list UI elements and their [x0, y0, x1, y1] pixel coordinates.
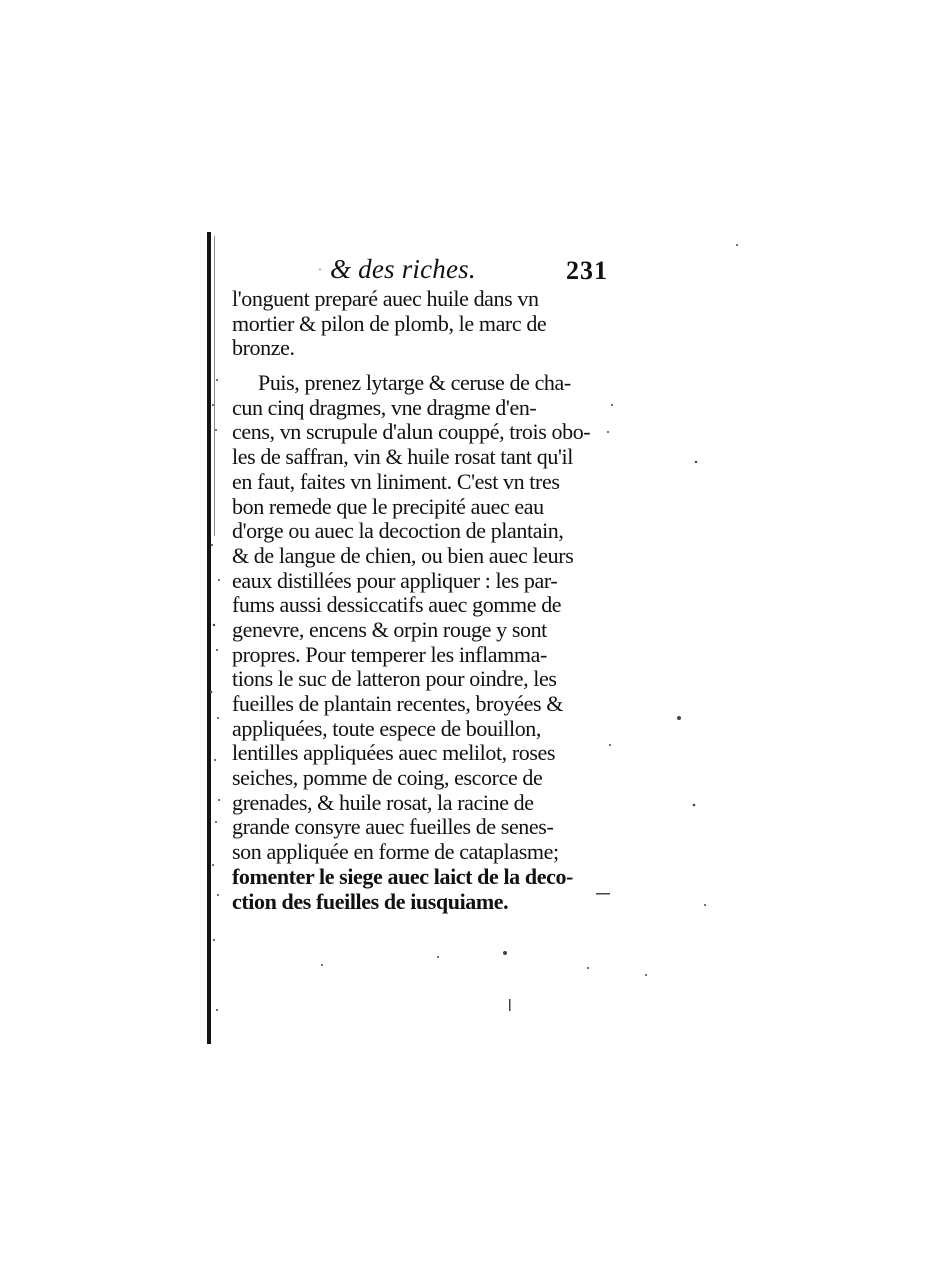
text-line: seiches, pomme de coing, escorce de — [232, 765, 543, 791]
text-line: appliquées, toute espece de bouillon, — [232, 715, 541, 741]
text-line: & de langue de chien, ou bien auec leurs — [232, 542, 574, 568]
text-line: mortier & pilon de plomb, le marc de — [232, 310, 547, 336]
running-head-title: & des riches. — [330, 254, 476, 284]
page-number: 231 — [566, 256, 608, 285]
text-line: fomenter le siege auec laict de la deco- — [232, 863, 573, 889]
text-line: son appliquée en forme de cataplasme; — [232, 839, 559, 865]
text-line: fums aussi dessiccatifs auec gomme de — [232, 592, 562, 618]
text-line: cens, vn scrupule d'alun couppé, trois obo- — [232, 419, 591, 445]
running-head-ornament: · — [318, 262, 322, 276]
text-line: genevre, encens & orpin rouge y sont — [232, 616, 547, 642]
text-line: Puis, prenez lytarge & ceruse de cha- — [258, 370, 571, 396]
text-line: en faut, faites vn liniment. C'est vn tres — [232, 468, 560, 494]
text-line: grenades, & huile rosat, la racine de — [232, 789, 534, 815]
page-binding-shadow — [214, 236, 215, 536]
text-line: les de saffran, vin & huile rosat tant qu'il — [232, 444, 573, 470]
body-text — [232, 287, 612, 914]
text-line: eaux distillées pour appliquer : les par- — [232, 567, 558, 593]
text-line: d'orge ou auec la decoction de plantain, — [232, 518, 564, 544]
text-line: grande consyre auec fueilles de senes- — [232, 814, 554, 840]
text-line: l'onguent preparé auec huile dans vn — [232, 286, 539, 311]
text-line: tions le suc de latteron pour oindre, les — [232, 666, 557, 692]
text-line: cun cinq dragmes, vne dragme d'en- — [232, 394, 537, 420]
page-binding-edge — [207, 232, 211, 1044]
text-line: fueilles de plantain recentes, broyées & — [232, 691, 563, 716]
text-line: bon remede que le precipité auec eau — [232, 493, 544, 519]
text-line: bronze. — [232, 335, 295, 361]
text-line: ction des fueilles de iusquiame. — [232, 888, 509, 914]
text-line: lentilles appliquées auec melilot, roses — [232, 740, 556, 766]
text-line: propres. Pour temperer les inflamma- — [232, 641, 547, 667]
